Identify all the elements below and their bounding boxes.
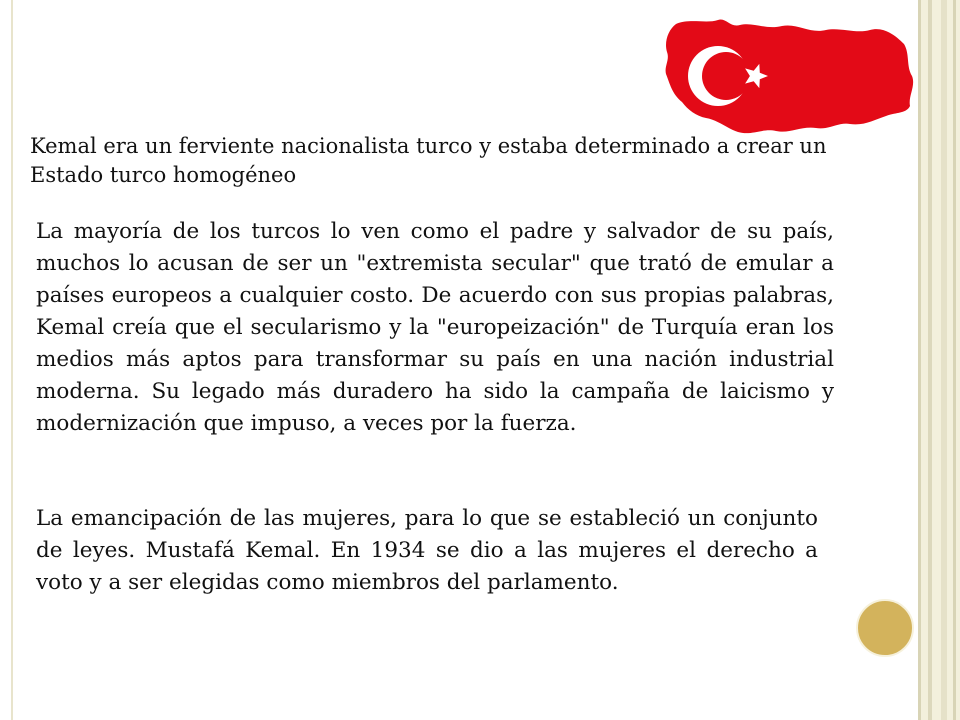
turkey-map-flag-icon bbox=[660, 14, 916, 138]
decorative-circle bbox=[856, 599, 914, 657]
panel-stripe bbox=[918, 0, 921, 720]
panel-stripe bbox=[941, 0, 947, 720]
panel-stripe bbox=[928, 0, 932, 720]
left-border-line bbox=[11, 0, 13, 720]
paragraph-emancipation: La emancipación de las mujeres, para lo que se estableció un conjunto de leyes. Mustafá Kemal. En 1934 se dio a las mujeres el derecho a voto y a ser elegidas como miembros del parlamento. bbox=[36, 506, 818, 595]
heading-text: Kemal era un ferviente nacionalista turco y estaba determinado a crear un Estado turco homogéneo bbox=[30, 134, 827, 187]
paragraph-legacy: La mayoría de los turcos lo ven como el padre y salvador de su país, muchos lo acusan de ser un "extremista secular" que trató de emular a países europeos a cualquier costo. De acuerdo con sus propias palabras, Kemal creía que el secularismo y la "europeización" de Turquía eran los medios más aptos para transformar su país en una nación industrial moderna. Su legado más duradero ha sido la campaña de laicismo y modernización que impuso, a veces por la fuerza. bbox=[36, 219, 834, 436]
panel-stripe bbox=[953, 0, 956, 720]
